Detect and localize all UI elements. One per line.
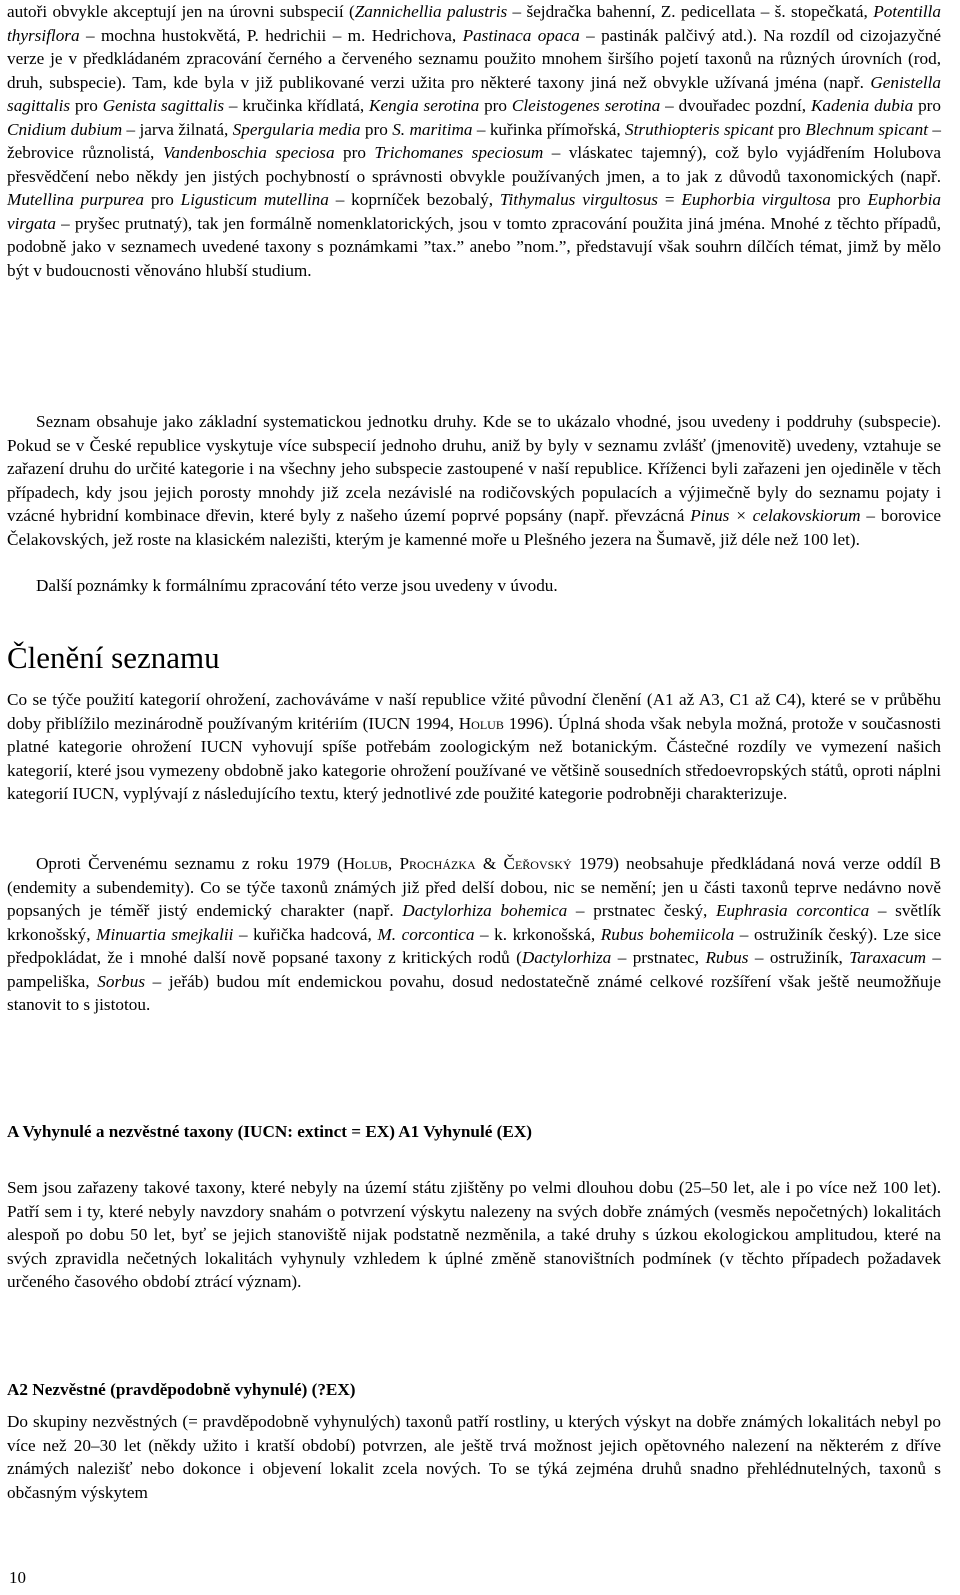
category-a2-heading: A2 Nezvěstné (pravděpodobně vyhynulé) (?EX) [7, 1380, 356, 1399]
category-a2-paragraph: Do skupiny nezvěstných (= pravděpodobně vyhynulých) taxonů patří rostliny, u kterých výskyt na dobře známých lokalitách nebyl po více než 20–30 let (někdy užito i kratší období) potvrzen, ale ještě trvá možnost jejich opětovného nalezení na některém z dříve známých nalezišť nebo dokonce i objevení lokalit zcela nových. To se týká zejména druhů snadno přehlédnutelných, taxonů s občasným výskytem [7, 1412, 941, 1502]
red-list-comparison-paragraph: Oproti Červenému seznamu z roku 1979 (Holub, Procházka & Čeřovský 1979) neobsahuje předkládaná nová verze oddíl B (endemity a subendemity). Co se týče taxonů známých již před delší dobou, nic se nemění; jen u části taxonů teprve nedávno nově popsaných je téměř jistý endemický charakter (např. Dactylorhiza bohemica – prstnatec český, Euphrasia corcontica – světlík krkonošský, Minuartia smejkalii – kuřička hadcová, M. corcontica – k. krkonošská, Rubus bohemiicola – ostružiník český). Lze sice předpokládat, že i mnohé další nově popsané taxony z kritických rodů (Dactylorhiza – prstnatec, Rubus – ostružiník, Taraxacum – pampeliška, Sorbus – jeřáb) budou mít endemickou povahu, dosud nedostatečně známé celkové rozšíření však ještě neumožňuje stanovit to s jistotou. [7, 854, 942, 1014]
page-number: 10 [9, 1568, 26, 1587]
intro-paragraph: autoři obvykle akceptují jen na úrovni subspecií (Zannichellia palustris – šejdračka bahenní, Z. pedicellata – š. stopečkatá, Potentilla thyrsiflora – mochna hustokvětá, P. hedrichii – m. Hedrichova, Pastinaca opaca – pastinák palčivý atd.). Na rozdíl od cizojazyčné verze je v předkládaném zpracování černého a červeného seznamu použito mnohem širšího pojetí taxonů na různých úrovních (rod, druh, subspecie). Tam, kde byla v již publikované verzi užita pro některé taxony jiná než obvykle užívaná jména (např. Genistella sagittalis pro Genista sagittalis – kručinka křídlatá, Kengia serotina pro Cleistogenes serotina – dvouřadec pozdní, Kadenia dubia pro Cnidium dubium – jarva žilnatá, Spergularia media pro S. maritima – kuřinka přímořská, Struthiopteris spicant pro Blechnum spicant – žebrovice různolistá, Vandenboschia speciosa pro Trichomanes speciosum – vláskatec tajemný), což bylo vyjádřením Holubova přesvědčení nebo někdy jen jistých pochybností o správnosti obvykle používaných jmen, a to jak z důvodů taxonomických (např. Mutellina purpurea pro Ligusticum mutellina – koprníček bezobalý, Tithymalus virgultosus = Euphorbia virgultosa pro Euphorbia virgata – pryšec prutnatý), tak jen formálně nomenklatorických, jsou v tomto zpracování použita jiná jména. Mnohé z těchto případů, podobně jako v seznamech uvedené taxony s poznámkami ”tax.” anebo ”nom.”, představují však souhrn dílčích témat, jimž by mělo být v budoucnosti věnováno hlubší studium. [7, 2, 942, 280]
author-name: Holub [458, 713, 504, 733]
categories-paragraph: Co se týče použití kategorií ohrožení, zachováváme v naší republice vžité původní členění (A1 až A3, C1 až C4), které se v průběhu doby přiblížilo mezinárodně používaným kritériím (IUCN 1994, Holub 1996). Úplná shoda však nebyla možná, protože v současnosti platné kategorie ohrožení IUCN vyhovují spíše potřebám zoologickým než botanickým. Částečné rozdíly ve vymezení našich kategorií, které jsou vymezeny obdobně jako kategorie ohrožení používané ve většině sousedních středoevropských států, oproti náplni kategorií IUCN, vyplývají z následujícího textu, který jednotlivé zde použité kategorie podrobněji charakterizuje. [7, 690, 942, 803]
author-name: Procházka [399, 854, 476, 873]
units-paragraph: Seznam obsahuje jako základní systematickou jednotku druhy. Kde se to ukázalo vhodné, jsou uvedeny i poddruhy (subspecie). Pokud se v České republice vyskytuje více subspecií jednoho druhu, aniž by byly v seznamu zvlášť (jmenovitě) uvedeny, vztahuje se zařazení druhu do určité kategorie i na všechny jeho subspecie zastoupené v naší republice. Kříženci byli zařazeni jen ojediněle v těch případech, kdy jsou jejich porosty mnohdy již zcela nezávislé na rodičovských populacích a výjimečně byly do seznamu pojaty i vzácné hybridní kombinace dřevin, které byly z našeho území poprvé popsány (např. převzácná Pinus × celakovskiorum – borovice Čelakovských, jež roste na klasickém nalezišti, kterým je kamenné moře u Plešného jezera na Šumavě, již déle než 100 let). [7, 412, 941, 549]
notes-paragraph: Další poznámky k formálnímu zpracování této verze jsou uvedeny v úvodu. [36, 576, 558, 595]
category-a-heading: A Vyhynulé a nezvěstné taxony (IUCN: extinct = EX) A1 Vyhynulé (EX) [7, 1122, 532, 1141]
category-a1-paragraph: Sem jsou zařazeny takové taxony, které nebyly na území státu zjištěny po velmi dlouhou dobu (25–50 let, ale i po více než 100 let). Patří sem i ty, které nebyly navzdory snahám o potvrzení výskytu nalezeny na svých dobře známých (vesměs nepočetných) lokalitách alespoň po dobu 50 let, byť se jejich stanoviště nijak podstatně nezměnila, a také druhy s úzkou ekologickou amplitudou, které na svých zpravidla nečetných lokalitách vyhynuly vzhledem k úplné změně stanovištních podmínek (v těchto případech požadavek určeného časového období ztrácí význam). [7, 1178, 941, 1291]
author-name: Holub [342, 854, 388, 873]
section-heading: Členění seznamu [7, 640, 220, 675]
author-name: Čeřovský [503, 854, 572, 873]
